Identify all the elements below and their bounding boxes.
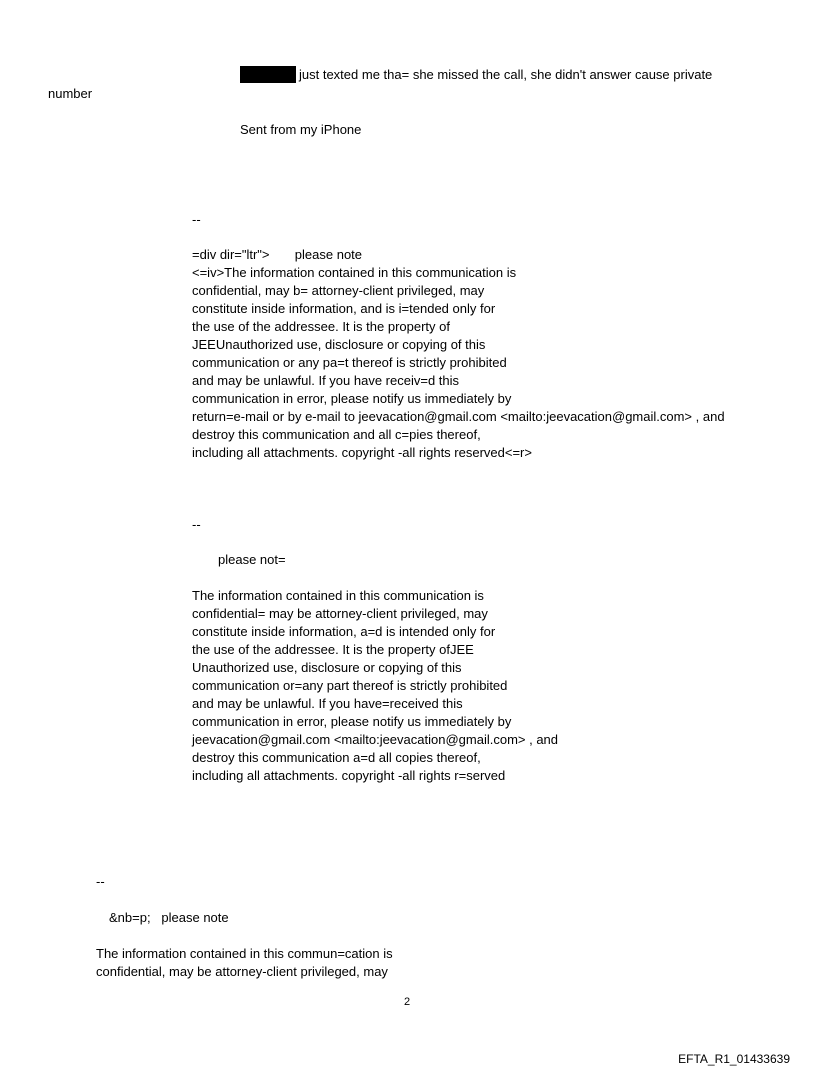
notice-line: Unauthorized use, disclosure or copying of this	[192, 660, 462, 675]
page-number: 2	[404, 996, 411, 1008]
notice-line: including all attachments. copyright -all rights reserved<=r>	[192, 445, 532, 460]
separator: --	[96, 874, 105, 889]
notice-line: destroy this communication and all c=pies thereof,	[192, 427, 481, 442]
notice-line: The information contained in this communication is	[192, 588, 484, 603]
notice-heading: =div dir="ltr"> please note	[192, 247, 363, 262]
message-line-wrap: number	[48, 86, 93, 101]
notice-line: constitute inside information, a=d is intended only for	[192, 624, 496, 639]
notice-line: <=iv>The information contained in this communication is	[192, 265, 517, 280]
notice-line: destroy this communication a=d all copies thereof,	[192, 750, 481, 765]
separator: --	[192, 517, 201, 532]
separator: --	[192, 212, 201, 227]
notice-line-email: jeevacation@gmail.com <mailto:jeevacation@gmail.com> , and	[192, 732, 559, 747]
notice-line: the use of the addressee. It is the property of	[192, 319, 450, 334]
notice-line: JEEUnauthorized use, disclosure or copying of this	[192, 337, 486, 352]
notice-line: the use of the addressee. It is the property ofJEE	[192, 642, 474, 657]
notice-line: confidential, may be attorney-client privileged, may	[96, 964, 388, 979]
notice-line: constitute inside information, and is i=tended only for	[192, 301, 496, 316]
notice-line: communication or=any part thereof is strictly prohibited	[192, 678, 508, 693]
notice-line: communication or any pa=t thereof is strictly prohibited	[192, 355, 507, 370]
notice-line-email: return=e-mail or by e-mail to jeevacation@gmail.com <mailto:jeevacation@gmail.com> , and	[192, 409, 725, 424]
notice-heading: please not=	[218, 552, 286, 567]
notice-line: including all attachments. copyright -all rights r=served	[192, 768, 506, 783]
redaction-bar	[240, 66, 296, 83]
notice-line: confidential= may be attorney-client privileged, may	[192, 606, 488, 621]
sent-from-signature: Sent from my iPhone	[240, 122, 362, 137]
notice-line: communication in error, please notify us immediately by	[192, 714, 512, 729]
notice-line: confidential, may b= attorney-client privileged, may	[192, 283, 485, 298]
notice-line: communication in error, please notify us immediately by	[192, 391, 512, 406]
notice-line: and may be unlawful. If you have receiv=d this	[192, 373, 460, 388]
notice-heading: &nb=p; please note	[109, 910, 229, 925]
document-id: EFTA_R1_01433639	[678, 1052, 790, 1066]
notice-line: The information contained in this commun=cation is	[96, 946, 393, 961]
message-line: just texted me tha= she missed the call, she didn't answer cause private	[299, 67, 713, 82]
notice-line: and may be unlawful. If you have=received this	[192, 696, 463, 711]
